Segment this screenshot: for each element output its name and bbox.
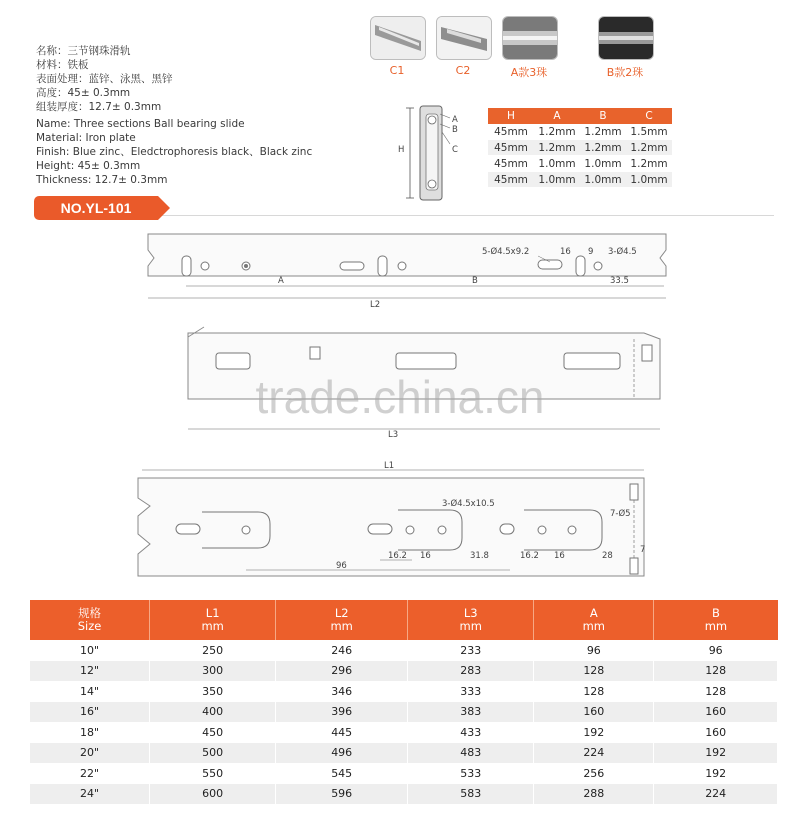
table-cell: 296 (276, 661, 408, 682)
table-row (488, 172, 672, 188)
header-cn: L2 (334, 606, 349, 620)
spec-en-height: Height: 45± 0.3mm (36, 160, 141, 172)
table-cell: 233 (408, 640, 534, 661)
cell: 1.2mm (580, 140, 626, 156)
dim-l3: L3 (388, 430, 399, 440)
table-cell: 545 (276, 763, 408, 784)
table-row (30, 784, 778, 805)
table-cell: 10" (30, 640, 150, 661)
dim-16-2a: 16.2 (388, 551, 407, 561)
size-header-l2 (276, 600, 408, 640)
table-row (30, 661, 778, 682)
table-cell: 496 (276, 743, 408, 764)
size-header-b (654, 600, 778, 640)
table-cell: 128 (534, 661, 654, 682)
profile-c-label: C (452, 145, 458, 155)
table-cell: 250 (150, 640, 276, 661)
table-row (30, 640, 778, 661)
dim-31-8: 31.8 (470, 551, 489, 561)
header-en: mm (582, 619, 606, 633)
thumb-label-c2: C2 (455, 64, 471, 77)
table-row (30, 743, 778, 764)
spec-en-material: Material: Iron plate (36, 132, 136, 144)
table-cell: 483 (408, 743, 534, 764)
table-row (30, 722, 778, 743)
table-cell: 533 (408, 763, 534, 784)
spec-en-thickness: Thickness: 12.7± 0.3mm (36, 174, 168, 186)
dim-hole-7: 7-Ø5 (610, 509, 631, 519)
cell: 1.2mm (626, 140, 672, 156)
dim-hole-3x10: 3-Ø4.5x10.5 (442, 499, 495, 509)
table-cell: 128 (654, 661, 778, 682)
cell: 1.0mm (534, 172, 580, 188)
size-header-size (30, 600, 150, 640)
table-row (30, 763, 778, 784)
table-cell: 18" (30, 722, 150, 743)
profile-drawing (396, 100, 476, 210)
dim-96: 96 (336, 561, 347, 571)
spec-en-name: Name: Three sections Ball bearing slide (36, 118, 245, 130)
table-cell: 22" (30, 763, 150, 784)
table-cell: 500 (150, 743, 276, 764)
table-cell: 12" (30, 661, 150, 682)
table-cell: 24" (30, 784, 150, 805)
cell: 1.0mm (580, 156, 626, 172)
thickness-table (488, 108, 672, 188)
header-en: mm (201, 619, 224, 633)
dim-16: 16 (560, 247, 571, 257)
cell: 1.2mm (534, 124, 580, 140)
table-cell: 160 (534, 702, 654, 723)
spec-cn-block (36, 44, 173, 114)
table-cell: 288 (534, 784, 654, 805)
header-en: mm (330, 619, 353, 633)
table-cell: 350 (150, 681, 276, 702)
thumb-label-b: B款2珠 (606, 66, 644, 79)
size-header-l1 (150, 600, 276, 640)
thumb-label-a: A款3珠 (510, 66, 548, 79)
cell: 1.0mm (626, 172, 672, 188)
header-en: Size (77, 619, 102, 633)
table-cell: 128 (534, 681, 654, 702)
table-cell: 14" (30, 681, 150, 702)
cell: 1.0mm (534, 156, 580, 172)
table-cell: 246 (276, 640, 408, 661)
table-cell: 333 (408, 681, 534, 702)
table-cell: 383 (408, 702, 534, 723)
dim-7: 7 (640, 545, 646, 555)
cell: 45mm (488, 156, 534, 172)
table-cell: 160 (654, 702, 778, 723)
table-cell: 583 (408, 784, 534, 805)
table-cell: 128 (654, 681, 778, 702)
cell: 1.2mm (580, 124, 626, 140)
inner-rail-drawing (130, 458, 660, 588)
dim-hole-3: 3-Ø4.5 (608, 247, 637, 257)
table-cell: 224 (654, 784, 778, 805)
profile-b-label: B (452, 125, 458, 135)
table-cell: 550 (150, 763, 276, 784)
cell: 1.0mm (580, 172, 626, 188)
table-cell: 600 (150, 784, 276, 805)
spec-cn-material: 材料：铁板 (36, 59, 89, 71)
dim-16b: 16 (554, 551, 565, 561)
table-cell: 192 (654, 763, 778, 784)
spec-cn-thickness: 组装厚度：12.7± 0.3mm (36, 101, 162, 113)
table-row (30, 702, 778, 723)
dim-b: B (472, 276, 478, 286)
watermark-text: trade.china.cn (255, 371, 545, 423)
spec-cn-height: 高度：45± 0.3mm (36, 87, 131, 99)
table-cell: 96 (534, 640, 654, 661)
header-en: mm (704, 619, 728, 633)
table-row (488, 156, 672, 172)
table-cell: 300 (150, 661, 276, 682)
dim-33-5: 33.5 (610, 276, 629, 286)
header-cn: L1 (205, 606, 220, 620)
table-cell: 346 (276, 681, 408, 702)
dim-a: A (278, 276, 284, 286)
rail-b-icon (598, 16, 654, 60)
cell: 1.2mm (626, 156, 672, 172)
thickness-header-b: B (580, 108, 626, 124)
table-row (488, 140, 672, 156)
profile-h-label: H (398, 145, 405, 155)
table-row (30, 681, 778, 702)
outer-rail-drawing (140, 230, 680, 315)
table-cell: 160 (654, 722, 778, 743)
thickness-header-a: A (534, 108, 580, 124)
header-cn: B (711, 606, 720, 620)
table-cell: 224 (534, 743, 654, 764)
header-cn: 规格 (78, 606, 102, 620)
dim-l1: L1 (384, 461, 395, 471)
cell: 1.2mm (534, 140, 580, 156)
spec-cn-name: 名称：三节钢珠滑轨 (36, 45, 131, 57)
table-cell: 192 (534, 722, 654, 743)
dim-16a: 16 (420, 551, 431, 561)
dim-hole-5: 5-Ø4.5x9.2 (482, 247, 530, 257)
header-en: mm (459, 619, 482, 633)
model-badge: NO.YL-101 (34, 196, 158, 220)
table-cell: 445 (276, 722, 408, 743)
dim-9: 9 (588, 247, 594, 257)
rail-c1-icon (370, 16, 426, 60)
table-cell: 396 (276, 702, 408, 723)
spec-en-finish: Finish: Blue zinc、Eledctrophoresis black、Black zinc (36, 146, 313, 158)
table-cell: 256 (534, 763, 654, 784)
table-cell: 433 (408, 722, 534, 743)
rail-a-icon (502, 16, 558, 60)
profile-a-label: A (452, 115, 458, 125)
thumb-label-c1: C1 (389, 64, 405, 77)
table-cell: 192 (654, 743, 778, 764)
table-cell: 596 (276, 784, 408, 805)
size-header-a (534, 600, 654, 640)
header-cn: L3 (463, 606, 478, 620)
size-header-l3 (408, 600, 534, 640)
cell: 45mm (488, 124, 534, 140)
table-cell: 450 (150, 722, 276, 743)
size-table-body (30, 640, 778, 804)
table-cell: 16" (30, 702, 150, 723)
rail-c2-icon (436, 16, 492, 60)
table-cell: 283 (408, 661, 534, 682)
table-cell: 20" (30, 743, 150, 764)
thickness-header-c: C (626, 108, 672, 124)
table-cell: 96 (654, 640, 778, 661)
table-row (488, 124, 672, 140)
spec-cn-finish: 表面处理：蓝锌、泳黑、黑锌 (36, 73, 173, 85)
table-cell: 400 (150, 702, 276, 723)
spec-en-block (36, 117, 312, 187)
cell: 1.5mm (626, 124, 672, 140)
header-cn: A (589, 606, 598, 620)
dim-l2: L2 (370, 300, 381, 310)
dim-28: 28 (602, 551, 613, 561)
thickness-header-h: H (488, 108, 534, 124)
size-table (30, 600, 778, 804)
cell: 45mm (488, 172, 534, 188)
dim-16-2b: 16.2 (520, 551, 539, 561)
cell: 45mm (488, 140, 534, 156)
